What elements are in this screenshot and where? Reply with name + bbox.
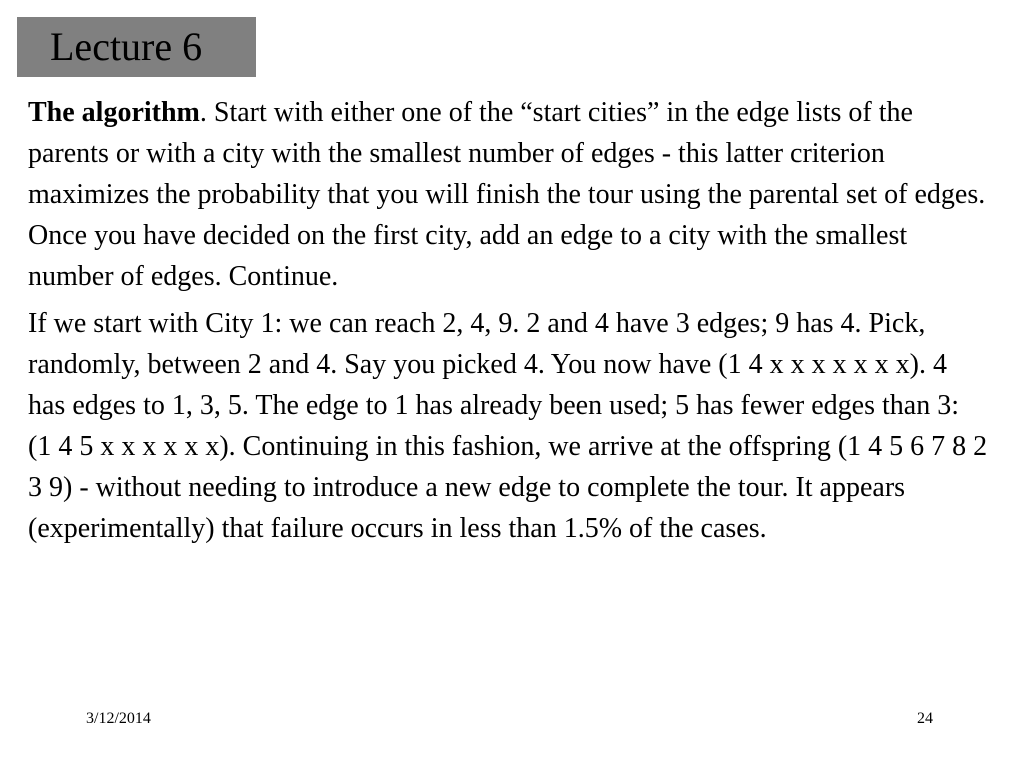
slide-body — [28, 92, 988, 549]
paragraph-algorithm — [28, 92, 988, 297]
slide-title: Lecture 6 — [50, 24, 203, 69]
footer-date: 3/12/2014 — [86, 710, 151, 727]
footer-page-number: 24 — [917, 710, 933, 727]
paragraph-algorithm-text: . Start with either one of the “start cities” in the edge lists of the parents or with a city with the smallest number of edges - this latter criterion maximizes the probability that you will finish the tour using the parental set of edges. Once you have decided on the first city, add an edge to a city with the smallest number of edges. Continue. — [28, 97, 986, 292]
paragraph-bold-lead: The algorithm — [28, 97, 200, 128]
paragraph-example: If we start with City 1: we can reach 2, 4, 9. 2 and 4 have 3 edges; 9 has 4. Pick, randomly, between 2 and 4. Say you picked 4. You now have (1 4 x x x x x x x). 4 has edges to 1, 3, 5. The edge to 1 has already been used; 5 has fewer edges than 3: (1 4 5 x x x x x x). Continuing in this fashion, we arrive at the offspring (1 4 5 6 7 8 2 3 9) - without needing to introduce a new edge to complete the tour. It appears (experimentally) that failure occurs in less than 1.5% of the cases. — [28, 308, 988, 544]
slide-title-box — [17, 17, 256, 77]
